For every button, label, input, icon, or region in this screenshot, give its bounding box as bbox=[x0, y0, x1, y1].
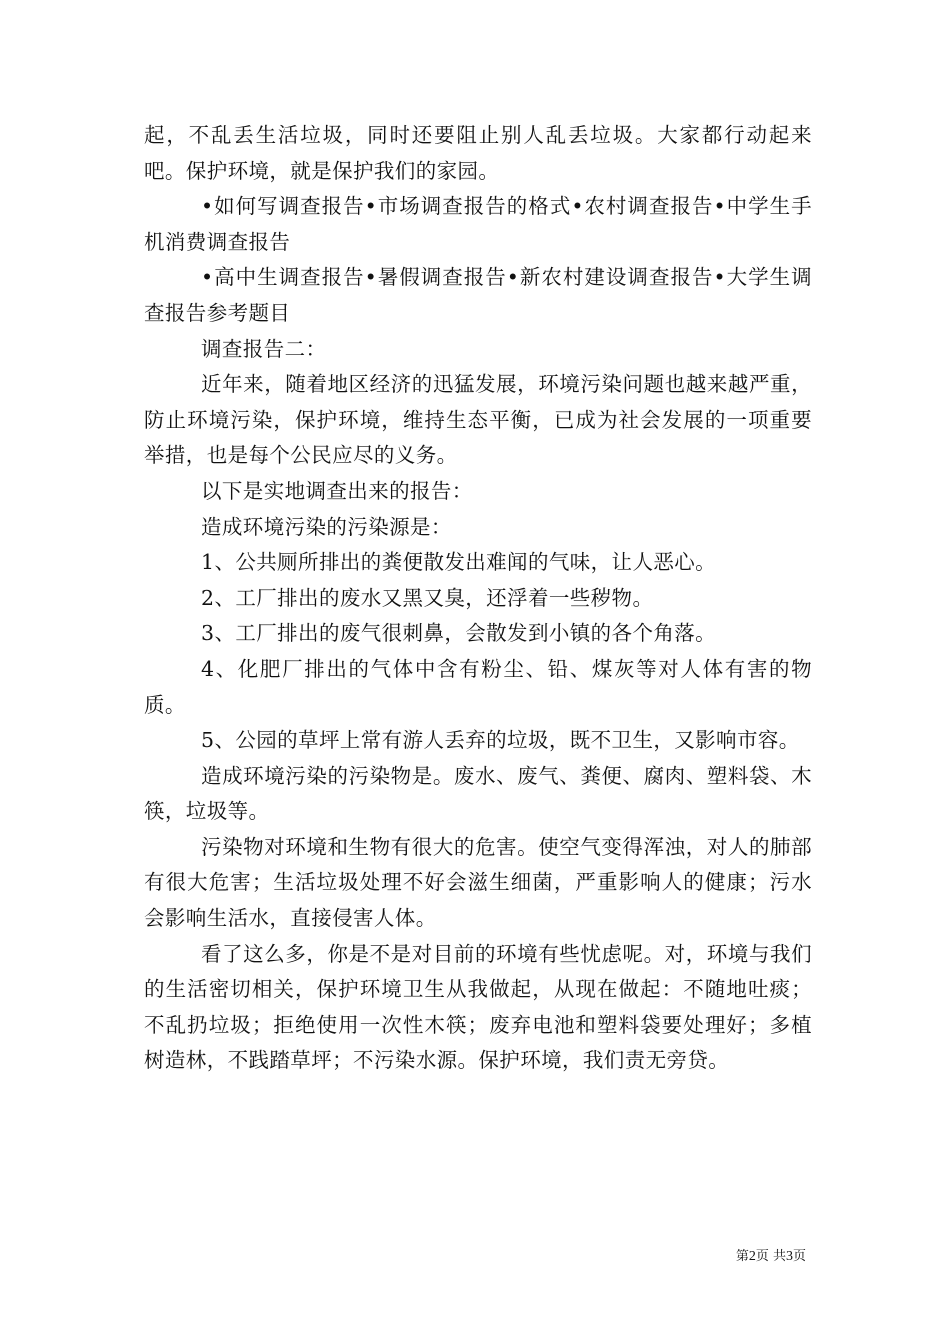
paragraph: 3、工厂排出的废气很刺鼻，会散发到小镇的各个角落。 bbox=[201, 621, 717, 646]
paragraph: 污染物对环境和生物有很大的危害。使空气变得浑浊，对人的肺部有很大危害；生活垃圾处理不好会滋生细菌，严重影响人的健康；污水会影响生活水，直接侵害人体。 bbox=[144, 834, 812, 931]
footer-suffix: 页 bbox=[792, 1249, 806, 1264]
paragraph: •如何写调查报告•市场调查报告的格式•农村调查报告•中学生手机消费调查报告 bbox=[144, 194, 812, 254]
document-body bbox=[144, 118, 812, 1079]
paragraph: 起，不乱丢生活垃圾，同时还要阻止别人乱丢垃圾。大家都行动起来吧。保护环境，就是保护我们的家园。 bbox=[144, 123, 812, 183]
page-footer bbox=[0, 1249, 806, 1265]
paragraph: 以下是实地调查出来的报告： bbox=[201, 478, 473, 503]
footer-middle: 页 共 bbox=[755, 1249, 786, 1264]
footer-prefix: 第 bbox=[735, 1249, 749, 1264]
paragraph: •高中生调查报告•暑假调查报告•新农村建设调查报告•大学生调查报告参考题目 bbox=[144, 265, 812, 325]
paragraph: 看了这么多，你是不是对目前的环境有些忧虑呢。对，环境与我们的生活密切相关，保护环境卫生从我做起，从现在做起：不随地吐痰；不乱扔垃圾；拒绝使用一次性木筷；废弃电池和塑料袋要处理好；多植树造林，不践踏草坪；不污染水源。保护环境，我们责无旁贷。 bbox=[144, 941, 812, 1073]
paragraph: 5、公园的草坪上常有游人丢弃的垃圾，既不卫生，又影响市容。 bbox=[201, 728, 800, 753]
paragraph: 4、化肥厂排出的气体中含有粉尘、铅、煤灰等对人体有害的物质。 bbox=[144, 656, 812, 717]
paragraph: 1、公共厕所排出的粪便散发出难闻的气味，让人恶心。 bbox=[201, 550, 717, 575]
footer-total-pages: 3 bbox=[785, 1249, 793, 1264]
paragraph: 造成环境污染的污染物是。废水、废气、粪便、腐肉、塑料袋、木筷，垃圾等。 bbox=[144, 763, 812, 824]
footer-current-page: 2 bbox=[748, 1249, 756, 1264]
paragraph: 2、工厂排出的废水又黑又臭，还浮着一些秽物。 bbox=[201, 585, 654, 610]
paragraph: 调查报告二： bbox=[201, 336, 327, 361]
paragraph: 近年来，随着地区经济的迅猛发展，环境污染问题也越来越严重，防止环境污染，保护环境，维持生态平衡，已成为社会发展的一项重要举措，也是每个公民应尽的义务。 bbox=[144, 372, 812, 468]
paragraph: 造成环境污染的污染源是： bbox=[201, 514, 452, 539]
